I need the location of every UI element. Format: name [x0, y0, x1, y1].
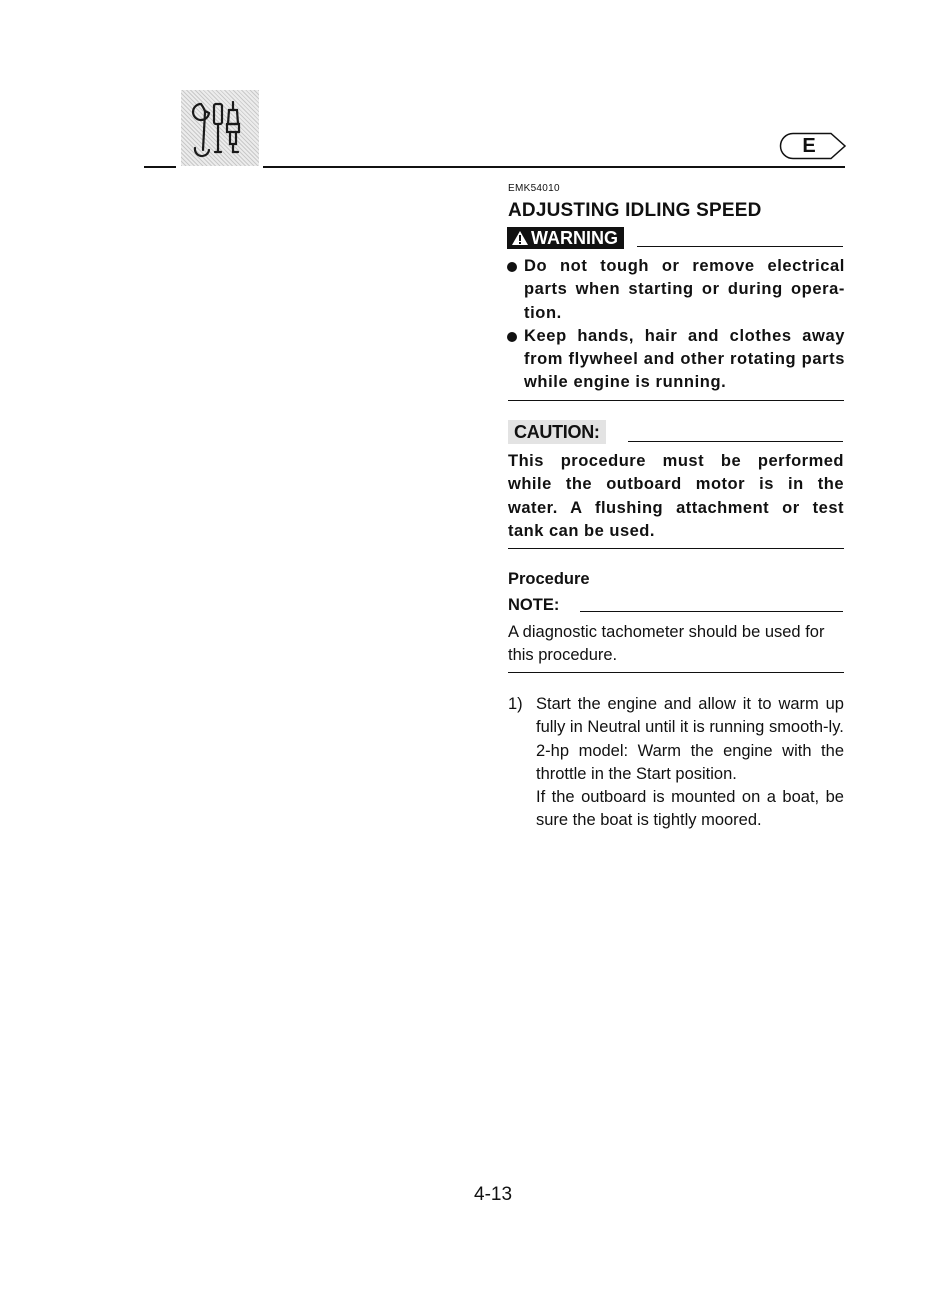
header-rule-left: [144, 166, 176, 168]
step-paragraph: Start the engine and allow it to warm up fully in Neutral until it is running smooth-ly.: [536, 695, 844, 737]
note-text: A diagnostic tachometer should be used for this procedure.: [508, 623, 825, 665]
warning-label-text: WARNING: [531, 228, 618, 248]
page-number: 4-13: [474, 1184, 513, 1205]
procedure-heading: Procedure: [508, 570, 590, 588]
warning-rule: [637, 246, 843, 247]
warning-item: Keep hands, hair and clothes away from flywheel and other rotating parts while engine is running.: [507, 325, 845, 395]
warning-list: [507, 255, 845, 395]
header-rule-right: [263, 166, 845, 168]
service-tools-icon: [181, 90, 259, 166]
bullet-icon: [507, 262, 517, 272]
section-title: ADJUSTING IDLING SPEED: [508, 200, 762, 221]
caution-end-rule: [508, 548, 844, 549]
bullet-icon: [507, 332, 517, 342]
step-body: [536, 693, 844, 833]
step-paragraph: If the outboard is mounted on a boat, be sure the boat is tightly moored.: [536, 788, 844, 830]
language-badge: [779, 132, 847, 160]
warning-triangle-icon: [511, 230, 529, 246]
warning-item: Do not tough or remove electrical parts when starting or during opera-tion.: [507, 255, 845, 325]
language-badge-label: E: [802, 135, 816, 157]
caution-label: CAUTION:: [508, 420, 606, 444]
caution-rule: [628, 441, 843, 442]
warning-label: [507, 227, 624, 249]
step-paragraph: 2-hp model: Warm the engine with the throttle in the Start position.: [536, 741, 844, 783]
step-number: 1): [508, 695, 523, 713]
note-rule: [580, 611, 843, 612]
note-end-rule: [508, 672, 844, 673]
procedure-step: [508, 693, 844, 833]
warning-end-rule: [508, 400, 844, 401]
section-code: EMK54010: [508, 183, 560, 194]
note-label: NOTE:: [508, 596, 560, 614]
caution-text: This procedure must be performed while the outboard motor is in the water. A flushing attachment or test tank can be used.: [508, 452, 844, 540]
section-icon-box: [181, 90, 259, 166]
